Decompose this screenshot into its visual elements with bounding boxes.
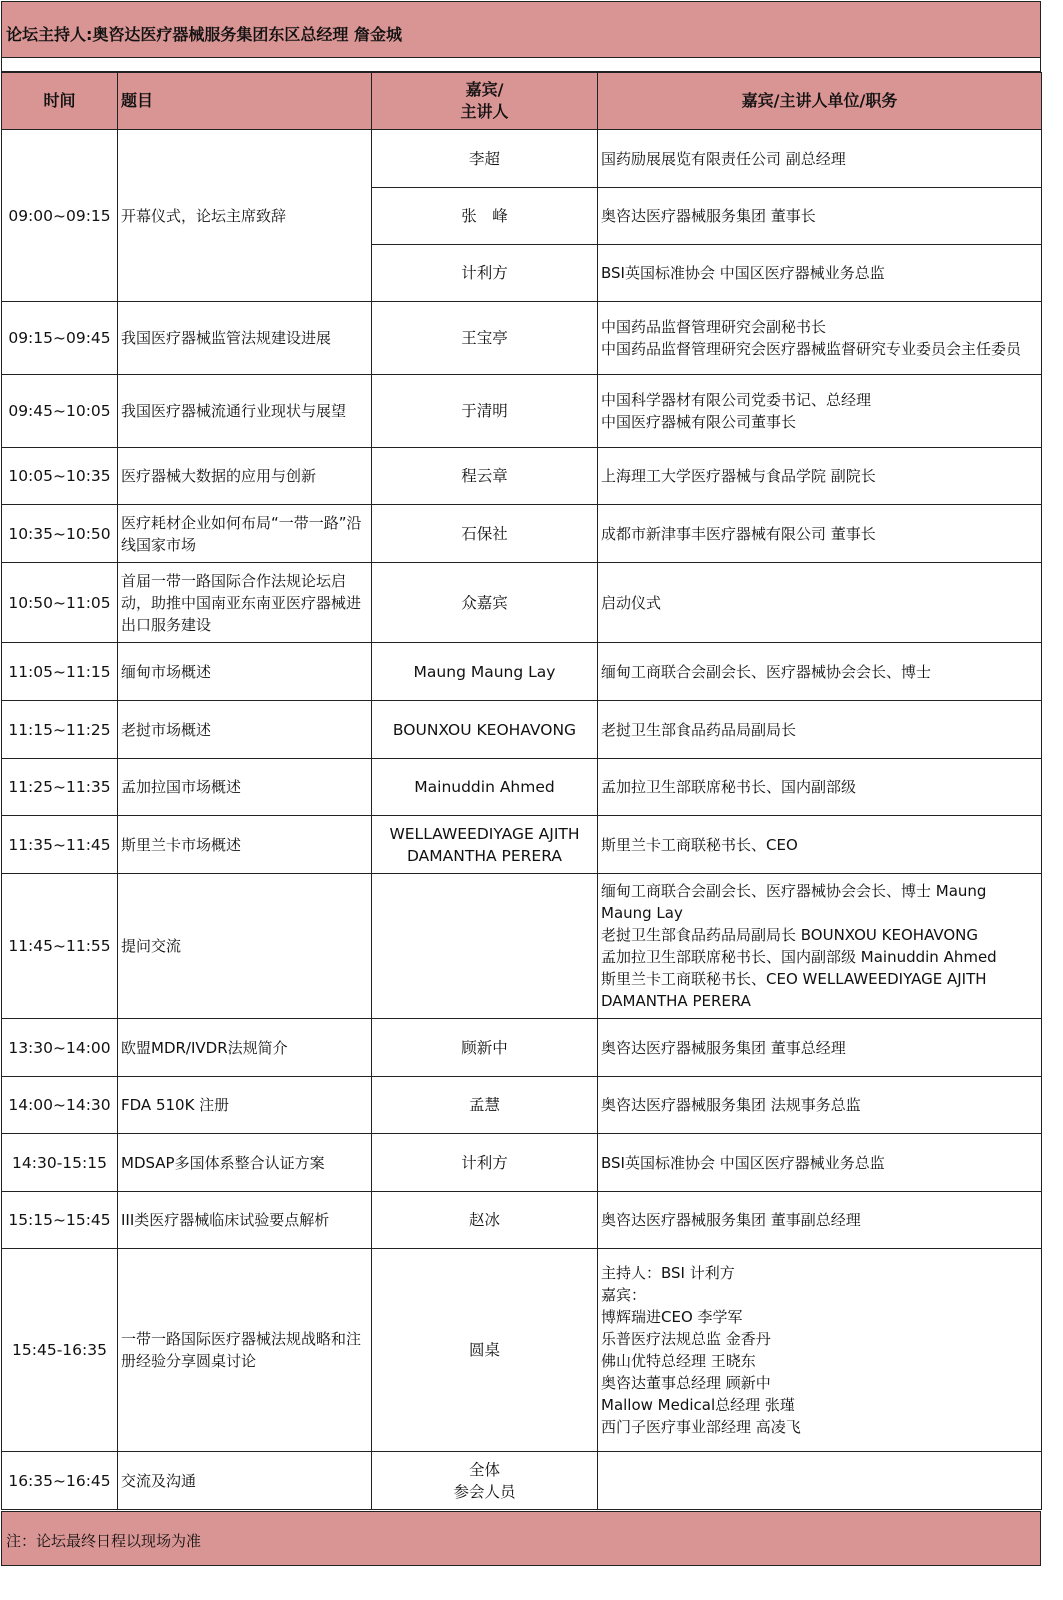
time-cell: 15:15~15:45 — [2, 1192, 118, 1249]
speaker-cell: BOUNXOU KEOHAVONG — [372, 701, 598, 759]
org-cell: 中国药品监督管理研究会副秘书长 中国药品监督管理研究会医疗器械监督研究专业委员会主任委员 — [598, 302, 1042, 375]
table-row — [2, 643, 1042, 701]
table-row — [2, 701, 1042, 759]
time-cell: 09:45~10:05 — [2, 375, 118, 448]
topic-cell: 缅甸市场概述 — [118, 643, 372, 701]
host-banner — [1, 1, 1041, 58]
table-row — [2, 375, 1042, 448]
speaker-cell: 李超 — [372, 130, 598, 188]
topic-cell: 医疗耗材企业如何布局“一带一路”沿线国家市场 — [118, 505, 372, 563]
topic-cell: 我国医疗器械流通行业现状与展望 — [118, 375, 372, 448]
speaker-cell: 张 峰 — [372, 188, 598, 245]
org-cell — [598, 1452, 1042, 1510]
table-row — [2, 563, 1042, 643]
org-cell: 缅甸工商联合会副会长、医疗器械协会会长、博士 — [598, 643, 1042, 701]
topic-cell: 交流及沟通 — [118, 1452, 372, 1510]
speaker-cell: 石保社 — [372, 505, 598, 563]
time-cell: 10:05~10:35 — [2, 448, 118, 505]
table-row — [2, 816, 1042, 874]
table-row — [2, 448, 1042, 505]
table-row — [2, 1249, 1042, 1452]
speaker-cell: Mainuddin Ahmed — [372, 759, 598, 816]
topic-cell: 首届一带一路国际合作法规论坛启动，助推中国南亚东南亚医疗器械进出口服务建设 — [118, 563, 372, 643]
topic-cell: 老挝市场概述 — [118, 701, 372, 759]
table-row — [2, 1192, 1042, 1249]
speaker-cell: 赵冰 — [372, 1192, 598, 1249]
topic-cell: 一带一路国际医疗器械法规战略和注册经验分享圆桌讨论 — [118, 1249, 372, 1452]
time-cell: 11:05~11:15 — [2, 643, 118, 701]
org-cell: 奥咨达医疗器械服务集团 董事总经理 — [598, 1019, 1042, 1077]
speaker-cell: 计利方 — [372, 245, 598, 302]
time-cell: 09:00~09:15 — [2, 130, 118, 302]
time-cell: 16:35~16:45 — [2, 1452, 118, 1510]
topic-cell: 开幕仪式，论坛主席致辞 — [118, 130, 372, 302]
time-cell: 14:30-15:15 — [2, 1134, 118, 1192]
speaker-cell: 孟慧 — [372, 1077, 598, 1134]
org-cell: 孟加拉卫生部联席秘书长、国内副部级 — [598, 759, 1042, 816]
time-cell: 10:35~10:50 — [2, 505, 118, 563]
speaker-cell: 程云章 — [372, 448, 598, 505]
topic-cell: 提问交流 — [118, 874, 372, 1019]
table-row — [2, 1452, 1042, 1510]
speaker-cell: 顾新中 — [372, 1019, 598, 1077]
topic-cell: MDSAP多国体系整合认证方案 — [118, 1134, 372, 1192]
speaker-cell: 众嘉宾 — [372, 563, 598, 643]
col-topic-header: 题目 — [118, 73, 372, 130]
agenda-table — [1, 72, 1042, 1510]
table-row — [2, 1134, 1042, 1192]
table-row — [2, 874, 1042, 1019]
org-cell: BSI英国标准协会 中国区医疗器械业务总监 — [598, 1134, 1042, 1192]
speaker-cell: 计利方 — [372, 1134, 598, 1192]
org-cell: BSI英国标准协会 中国区医疗器械业务总监 — [598, 245, 1042, 302]
topic-cell: 我国医疗器械监管法规建设进展 — [118, 302, 372, 375]
org-cell: 主持人：BSI 计利方 嘉宾： 博辉瑞进CEO 李学军 乐普医疗法规总监 金香丹 佛山优特总经理 王晓东 奥咨达董事总经理 顾新中 Mallow Medical总经理 张瑾 西门子医疗事业部经理 高凌飞 — [598, 1249, 1042, 1452]
topic-cell: FDA 510K 注册 — [118, 1077, 372, 1134]
topic-cell: 欧盟MDR/IVDR法规简介 — [118, 1019, 372, 1077]
org-cell: 上海理工大学医疗器械与食品学院 副院长 — [598, 448, 1042, 505]
org-cell: 奥咨达医疗器械服务集团 法规事务总监 — [598, 1077, 1042, 1134]
speaker-cell: WELLAWEEDIYAGE AJITH DAMANTHA PERERA — [372, 816, 598, 874]
table-row — [2, 505, 1042, 563]
speaker-cell: 全体 参会人员 — [372, 1452, 598, 1510]
table-row — [2, 1077, 1042, 1134]
table-row — [2, 130, 1042, 188]
org-cell: 国药励展展览有限责任公司 副总经理 — [598, 130, 1042, 188]
topic-cell: 医疗器械大数据的应用与创新 — [118, 448, 372, 505]
speaker-cell: Maung Maung Lay — [372, 643, 598, 701]
org-cell: 奥咨达医疗器械服务集团 董事副总经理 — [598, 1192, 1042, 1249]
time-cell: 10:50~11:05 — [2, 563, 118, 643]
time-cell: 11:45~11:55 — [2, 874, 118, 1019]
org-cell: 缅甸工商联合会副会长、医疗器械协会会长、博士 Maung Maung Lay 老挝卫生部食品药品局副局长 BOUNXOU KEOHAVONG 孟加拉卫生部联席秘书长、国内副部级 Mainuddin Ahmed 斯里兰卡工商联秘书长、CEO WELLAWEEDIYAGE AJITH DAMANTHA PERERA — [598, 874, 1042, 1019]
topic-cell: 斯里兰卡市场概述 — [118, 816, 372, 874]
org-cell: 斯里兰卡工商联秘书长、CEO — [598, 816, 1042, 874]
speaker-cell: 于清明 — [372, 375, 598, 448]
org-cell: 老挝卫生部食品药品局副局长 — [598, 701, 1042, 759]
footer-note-bar — [1, 1511, 1041, 1566]
table-row — [2, 1019, 1042, 1077]
footer-note: 注：论坛最终日程以现场为准 — [6, 1532, 202, 1550]
host-line: 论坛主持人:奥咨达医疗器械服务集团东区总经理 詹金城 — [6, 25, 402, 44]
time-cell: 09:15~09:45 — [2, 302, 118, 375]
col-speaker-header: 嘉宾/ 主讲人 — [372, 73, 598, 130]
time-cell: 13:30~14:00 — [2, 1019, 118, 1077]
topic-cell: III类医疗器械临床试验要点解析 — [118, 1192, 372, 1249]
speaker-cell: 王宝亭 — [372, 302, 598, 375]
time-cell: 15:45-16:35 — [2, 1249, 118, 1452]
spacer-row — [1, 58, 1041, 72]
time-cell: 11:15~11:25 — [2, 701, 118, 759]
speaker-cell: 圆桌 — [372, 1249, 598, 1452]
topic-cell: 孟加拉国市场概述 — [118, 759, 372, 816]
time-cell: 11:35~11:45 — [2, 816, 118, 874]
header-row — [2, 73, 1042, 130]
table-row — [2, 759, 1042, 816]
org-cell: 奥咨达医疗器械服务集团 董事长 — [598, 188, 1042, 245]
speaker-cell — [372, 874, 598, 1019]
col-org-header: 嘉宾/主讲人单位/职务 — [598, 73, 1042, 130]
time-cell: 11:25~11:35 — [2, 759, 118, 816]
org-cell: 启动仪式 — [598, 563, 1042, 643]
table-row — [2, 302, 1042, 375]
col-time-header: 时间 — [2, 73, 118, 130]
time-cell: 14:00~14:30 — [2, 1077, 118, 1134]
org-cell: 成都市新津事丰医疗器械有限公司 董事长 — [598, 505, 1042, 563]
org-cell: 中国科学器材有限公司党委书记、总经理 中国医疗器械有限公司董事长 — [598, 375, 1042, 448]
